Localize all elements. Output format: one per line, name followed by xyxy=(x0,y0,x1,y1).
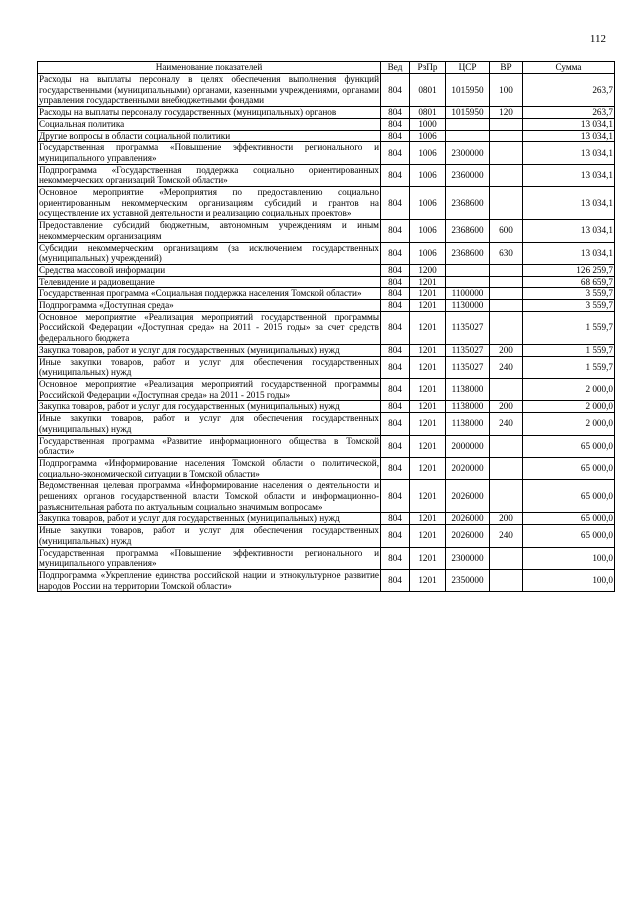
cell-csr: 2300000 xyxy=(446,547,490,569)
cell-sum: 68 659,7 xyxy=(523,276,615,288)
cell-ved: 804 xyxy=(381,311,410,344)
cell-csr xyxy=(446,276,490,288)
table-row xyxy=(38,344,615,356)
cell-vr xyxy=(490,164,523,186)
cell-name: Предоставление субсидий бюджетным, автономным учреждениям и иным некоммерческим организациям xyxy=(39,220,379,241)
cell-csr: 2300000 xyxy=(446,142,490,164)
cell-sum: 126 259,7 xyxy=(523,264,615,276)
cell-name: Закупка товаров, работ и услуг для государственных (муниципальных) нужд xyxy=(38,513,381,525)
cell-vr: 200 xyxy=(490,401,523,413)
cell-name: Расходы на выплаты персоналу государственных (муниципальных) органов xyxy=(38,107,381,119)
table-row xyxy=(38,264,615,276)
cell-csr: 1130000 xyxy=(446,300,490,312)
page-number: 112 xyxy=(589,33,606,45)
cell-sum: 263,7 xyxy=(523,107,615,119)
cell-vr: 200 xyxy=(490,513,523,525)
header-name: Наименование показателей xyxy=(38,62,381,74)
cell-vr xyxy=(490,457,523,479)
cell-rzpr: 1201 xyxy=(410,300,446,312)
cell-name: Государственная программа «Повышение эффективности регионального и муниципального управления» xyxy=(39,142,379,163)
cell-rzpr: 1201 xyxy=(410,311,446,344)
table-body xyxy=(38,74,615,592)
cell-name: Телевидение и радиовещание xyxy=(38,276,381,288)
cell-name: Иные закупки товаров, работ и услуг для обеспечения государственных (муниципальных) нужд xyxy=(39,525,379,546)
cell-rzpr: 1201 xyxy=(410,413,446,435)
cell-csr: 1135027 xyxy=(446,356,490,378)
cell-ved: 804 xyxy=(381,220,410,242)
cell-name: Государственная программа «Развитие информационного общества в Томской области» xyxy=(39,435,379,457)
cell-csr: 1135027 xyxy=(446,311,490,344)
cell-sum: 2 000,0 xyxy=(523,413,615,435)
cell-ved: 804 xyxy=(381,356,410,378)
cell-ved: 804 xyxy=(381,480,410,513)
cell-csr: 2026000 xyxy=(446,513,490,525)
cell-sum: 65 000,0 xyxy=(523,525,615,547)
cell-sum: 13 034,1 xyxy=(523,242,615,264)
cell-csr: 2000000 xyxy=(446,435,490,457)
cell-ved: 804 xyxy=(381,435,410,457)
cell-vr: 100 xyxy=(490,74,523,107)
cell-ved: 804 xyxy=(381,187,410,220)
cell-rzpr: 1006 xyxy=(410,242,446,264)
table-row xyxy=(38,378,615,400)
cell-sum: 65 000,0 xyxy=(523,457,615,479)
cell-name: Другие вопросы в области социальной политики xyxy=(38,130,381,142)
cell-csr: 2020000 xyxy=(446,457,490,479)
cell-name: Иные закупки товаров, работ и услуг для обеспечения государственных (муниципальных) нужд xyxy=(39,356,379,378)
cell-name: Основное мероприятие «Реализация мероприятий государственной программы Российской Федерации «Доступная среда» на 2011 - 2015 годы» за счет средств федерального бюджета xyxy=(39,311,379,344)
cell-rzpr: 1201 xyxy=(410,435,446,457)
cell-sum: 100,0 xyxy=(523,547,615,569)
table-row xyxy=(38,401,615,413)
cell-sum: 2 000,0 xyxy=(523,378,615,400)
cell-csr xyxy=(446,264,490,276)
cell-ved: 804 xyxy=(381,242,410,264)
cell-vr xyxy=(490,311,523,344)
cell-ved: 804 xyxy=(381,164,410,186)
cell-name: Подпрограмма «Укрепление единства российской нации и этнокультурное развитие народов России на территории Томской области» xyxy=(39,569,379,591)
cell-sum: 3 559,7 xyxy=(523,288,615,300)
cell-sum: 1 559,7 xyxy=(523,344,615,356)
cell-vr: 630 xyxy=(490,242,523,264)
table-row xyxy=(38,242,615,264)
cell-name: Закупка товаров, работ и услуг для государственных (муниципальных) нужд xyxy=(38,401,381,413)
table-row xyxy=(38,457,615,479)
cell-csr: 1015950 xyxy=(446,107,490,119)
cell-vr xyxy=(490,118,523,130)
cell-vr xyxy=(490,569,523,591)
table-row xyxy=(38,413,615,435)
cell-sum: 13 034,1 xyxy=(523,130,615,142)
cell-name: Подпрограмма «Доступная среда» xyxy=(38,300,381,312)
cell-ved: 804 xyxy=(381,276,410,288)
cell-vr: 240 xyxy=(490,356,523,378)
cell-ved: 804 xyxy=(381,401,410,413)
cell-csr xyxy=(446,118,490,130)
cell-csr: 2350000 xyxy=(446,569,490,591)
table-row xyxy=(38,288,615,300)
cell-rzpr: 1006 xyxy=(410,142,446,164)
cell-ved: 804 xyxy=(381,513,410,525)
cell-ved: 804 xyxy=(381,457,410,479)
cell-csr: 1015950 xyxy=(446,74,490,107)
cell-ved: 804 xyxy=(381,142,410,164)
cell-ved: 804 xyxy=(381,413,410,435)
cell-vr xyxy=(490,288,523,300)
table-row xyxy=(38,74,615,107)
cell-csr: 2368600 xyxy=(446,242,490,264)
table-row xyxy=(38,569,615,591)
cell-vr: 240 xyxy=(490,413,523,435)
cell-vr xyxy=(490,142,523,164)
cell-rzpr: 1201 xyxy=(410,356,446,378)
cell-rzpr: 1201 xyxy=(410,569,446,591)
cell-csr: 2026000 xyxy=(446,525,490,547)
table-row xyxy=(38,435,615,457)
cell-name: Средства массовой информации xyxy=(38,264,381,276)
table-row xyxy=(38,187,615,220)
header-ved: Вед xyxy=(381,62,410,74)
cell-name: Государственная программа «Повышение эффективности регионального и муниципального управления» xyxy=(39,547,379,569)
cell-vr xyxy=(490,276,523,288)
cell-rzpr: 1201 xyxy=(410,480,446,513)
cell-sum: 65 000,0 xyxy=(523,480,615,513)
cell-csr: 1135027 xyxy=(446,344,490,356)
cell-ved: 804 xyxy=(381,118,410,130)
cell-ved: 804 xyxy=(381,288,410,300)
cell-rzpr: 1000 xyxy=(410,118,446,130)
table-row xyxy=(38,118,615,130)
cell-sum: 2 000,0 xyxy=(523,401,615,413)
table-row xyxy=(38,480,615,513)
table-row xyxy=(38,107,615,119)
cell-csr: 1138000 xyxy=(446,378,490,400)
cell-csr: 1138000 xyxy=(446,413,490,435)
table-row xyxy=(38,130,615,142)
cell-vr xyxy=(490,264,523,276)
cell-ved: 804 xyxy=(381,107,410,119)
table-row xyxy=(38,513,615,525)
table-row xyxy=(38,300,615,312)
cell-csr: 2026000 xyxy=(446,480,490,513)
cell-vr xyxy=(490,547,523,569)
cell-rzpr: 1006 xyxy=(410,220,446,242)
cell-ved: 804 xyxy=(381,130,410,142)
table-row xyxy=(38,164,615,186)
cell-name: Субсидии некоммерческим организациям (за исключением государственных (муниципальных) учреждений) xyxy=(39,242,379,264)
cell-ved: 804 xyxy=(381,569,410,591)
cell-name: Иные закупки товаров, работ и услуг для обеспечения государственных (муниципальных) нужд xyxy=(39,413,379,434)
cell-vr xyxy=(490,480,523,513)
cell-sum: 13 034,1 xyxy=(523,118,615,130)
cell-csr xyxy=(446,130,490,142)
cell-sum: 263,7 xyxy=(523,74,615,107)
cell-rzpr: 1201 xyxy=(410,525,446,547)
cell-csr: 2368600 xyxy=(446,187,490,220)
cell-csr: 1100000 xyxy=(446,288,490,300)
table-header-row xyxy=(38,62,615,74)
cell-sum: 3 559,7 xyxy=(523,300,615,312)
cell-vr: 200 xyxy=(490,344,523,356)
cell-csr: 2360000 xyxy=(446,164,490,186)
table-row xyxy=(38,356,615,378)
table-row xyxy=(38,547,615,569)
table-row xyxy=(38,276,615,288)
cell-name: Ведомственная целевая программа «Информирование населения о деятельности и решениях органов государственной власти Томской области и информационно-разъяснительная работа по актуальным социально значимым вопросам» xyxy=(39,480,379,512)
cell-rzpr: 1201 xyxy=(410,378,446,400)
cell-ved: 804 xyxy=(381,300,410,312)
cell-sum: 13 034,1 xyxy=(523,220,615,242)
cell-ved: 804 xyxy=(381,264,410,276)
cell-name: Основное мероприятие «Реализация мероприятий государственной программы Российской Федерации «Доступная среда» на 2011 - 2015 годы» xyxy=(39,378,379,400)
cell-name: Подпрограмма «Информирование населения Томской области о политической, социально-экономической ситуации в Томской области» xyxy=(39,457,379,479)
cell-sum: 13 034,1 xyxy=(523,164,615,186)
cell-csr: 2368600 xyxy=(446,220,490,242)
cell-name: Социальная политика xyxy=(38,118,381,130)
cell-rzpr: 0801 xyxy=(410,74,446,107)
cell-ved: 804 xyxy=(381,547,410,569)
cell-ved: 804 xyxy=(381,344,410,356)
cell-ved: 804 xyxy=(381,74,410,107)
cell-ved: 804 xyxy=(381,378,410,400)
cell-vr xyxy=(490,187,523,220)
cell-rzpr: 1006 xyxy=(410,164,446,186)
cell-name: Основное мероприятие «Мероприятия по предоставлению социально ориентированным некоммерческим организациям субсидий и грантов на осуществление их уставной деятельности и реализацию социальных проектов» xyxy=(39,187,379,219)
cell-vr: 600 xyxy=(490,220,523,242)
cell-sum: 13 034,1 xyxy=(523,142,615,164)
cell-rzpr: 1201 xyxy=(410,276,446,288)
cell-rzpr: 1201 xyxy=(410,401,446,413)
cell-ved: 804 xyxy=(381,525,410,547)
header-vr: ВР xyxy=(490,62,523,74)
cell-vr: 240 xyxy=(490,525,523,547)
cell-sum: 100,0 xyxy=(523,569,615,591)
budget-table xyxy=(37,61,615,592)
cell-rzpr: 1201 xyxy=(410,288,446,300)
cell-rzpr: 0801 xyxy=(410,107,446,119)
cell-name: Закупка товаров, работ и услуг для государственных (муниципальных) нужд xyxy=(38,344,381,356)
cell-rzpr: 1201 xyxy=(410,457,446,479)
cell-rzpr: 1006 xyxy=(410,187,446,220)
cell-vr xyxy=(490,435,523,457)
cell-vr: 120 xyxy=(490,107,523,119)
table-row xyxy=(38,142,615,164)
cell-sum: 1 559,7 xyxy=(523,356,615,378)
header-rzpr: РзПр xyxy=(410,62,446,74)
cell-vr xyxy=(490,130,523,142)
cell-sum: 65 000,0 xyxy=(523,513,615,525)
cell-name: Подпрограмма «Государственная поддержка социально ориентированных некоммерческих организаций Томской области» xyxy=(39,164,379,186)
cell-vr xyxy=(490,378,523,400)
table-row xyxy=(38,220,615,242)
header-sum: Сумма xyxy=(523,62,615,74)
cell-csr: 1138000 xyxy=(446,401,490,413)
cell-name: Расходы на выплаты персоналу в целях обеспечения выполнения функций государственными (муниципальными) органами, казенными учреждениями, органами управления государственными внебюджетными фондами xyxy=(39,74,379,106)
table-row xyxy=(38,525,615,547)
cell-sum: 65 000,0 xyxy=(523,435,615,457)
header-csr: ЦСР xyxy=(446,62,490,74)
cell-rzpr: 1201 xyxy=(410,344,446,356)
cell-rzpr: 1201 xyxy=(410,547,446,569)
cell-sum: 13 034,1 xyxy=(523,187,615,220)
cell-rzpr: 1201 xyxy=(410,513,446,525)
cell-sum: 1 559,7 xyxy=(523,311,615,344)
cell-rzpr: 1006 xyxy=(410,130,446,142)
table-row xyxy=(38,311,615,344)
cell-rzpr: 1200 xyxy=(410,264,446,276)
cell-vr xyxy=(490,300,523,312)
cell-name: Государственная программа «Социальная поддержка населения Томской области» xyxy=(38,288,381,300)
